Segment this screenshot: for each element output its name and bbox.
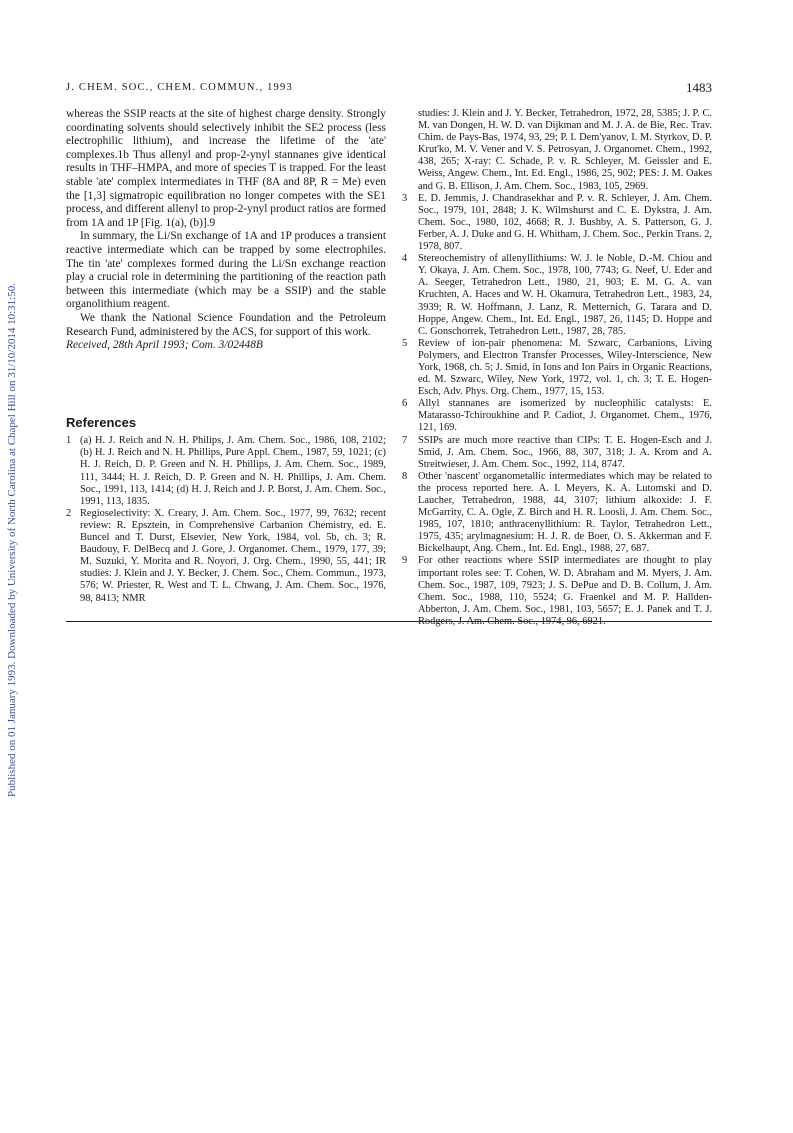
references-list-left bbox=[66, 435, 386, 604]
bottom-rule bbox=[66, 621, 712, 622]
references-heading: References bbox=[66, 414, 137, 430]
reference-number: 7 bbox=[402, 434, 408, 446]
reference-number: 9 bbox=[402, 555, 408, 567]
body-paragraph: In summary, the Li/Sn exchange of 1A and 1P produces a transient reactive intermediate which can be trapped by some electrophiles. The tin 'ate' complexes formed during the Li/Sn exchange reaction play a crucial role in determining the partitioning of the reaction path between this intermediate (which may be a SSIP) and the stable organolithium reagent. bbox=[66, 230, 386, 311]
reference-number: 6 bbox=[402, 398, 408, 410]
reference-text: For other reactions where SSIP intermediates are thought to play important roles see: T. Cohen, W. D. Abraham and M. Myers, J. Am. Chem. Soc., 1987, 109, 7923; J. S. DePue and D. B. Collum, J. Am. Chem. Soc., 1988, 110, 5524; G. Fraenkel and M. P. Hallden-Abberton, J. Am. Chem. Soc., 1981, 103, 5657; E. J. Panek and T. J. Rodgers, J. Am. Chem. Soc., 1974, 96, 6921. bbox=[418, 555, 712, 627]
reference-text: SSIPs are much more reactive than CIPs: T. E. Hogen-Esch and J. Smid, J. Am. Chem. Soc., 1966, 88, 307, 318; J. A. Krom and A. Streitwieser, J. Am. Chem. Soc., 1992, 114, 8747. bbox=[418, 434, 712, 470]
reference-item bbox=[402, 338, 712, 398]
reference-text: Review of ion-pair phenomena: M. Szwarc, Carbanions, Living Polymers, and Electron Transfer Processes, Wiley-Interscience, New York, 1968, ch. 5; J. Smid, in Ions and Ion Pairs in Organic Reactions, ed. M. Szwarc, Wiley, New York, 1972, vol. 1, ch. 3; T. E. Hogen-Esch, Adv. Phys. Org. Chem., 1977, 15, 153. bbox=[418, 337, 712, 398]
reference-item bbox=[402, 555, 712, 628]
right-column bbox=[402, 108, 712, 628]
reference-item bbox=[66, 508, 386, 605]
reference-number: 4 bbox=[402, 253, 408, 265]
reference-number: 1 bbox=[66, 435, 72, 447]
reference-item bbox=[402, 108, 712, 193]
running-header bbox=[66, 80, 712, 100]
references-list-right bbox=[402, 108, 712, 628]
reference-item bbox=[402, 253, 712, 338]
reference-item bbox=[402, 471, 712, 556]
reference-text: Other 'nascent' organometallic intermediates which may be related to the process reported here. A. I. Meyers, K. A. Lutomski and D. Laucher, Tetrahedron, 1988, 44, 3107; lithium alkoxide: J. F. McGarrity, C. A. Ogle, Z. Birch and H. R. Loosli, J. Am. Chem. Soc., 1985, 107, 1810; anthracenyllithium: R. Taylor, Tetrahedron Lett., 1975, 435; arylmagnesium: H. J. R. de Boer, O. S. Akkerman and F. Bickelhaupt, Ang. Chem., Int. Ed. Engl., 1988, 27, 687. bbox=[418, 470, 712, 555]
reference-number: 2 bbox=[66, 507, 72, 519]
reference-text: Regioselectivity: X. Creary, J. Am. Chem. Soc., 1977, 99, 7632; recent review: R. Epsztein, in Comprehensive Carbanion Chemistry, ed. E. Buncel and T. Durst, Elsevier, New York, 1984, vol. 5b, ch. 3; R. Baudouy, F. DelBecq and J. Gore, J. Organomet. Chem., 1979, 177, 39; M. Suzuki, Y. Morita and R. Noyori, J. Org. Chem., 1990, 55, 441; IR studies: J. Klein and J. Y. Becker, J. Chem. Soc., Chem. Commun., 1973, 576; W. Priester, R. West and T. L. Chwang, J. Am. Chem. Soc., 1976, 98, 8413; NMR bbox=[80, 507, 386, 604]
reference-item bbox=[66, 435, 386, 508]
reference-item bbox=[402, 435, 712, 471]
reference-item bbox=[402, 193, 712, 253]
reference-text: (a) H. J. Reich and N. H. Philips, J. Am. Chem. Soc., 1986, 108, 2102; (b) H. J. Reich and N. H. Phillips, Pure Appl. Chem., 1987, 59, 1021; (c) H. J. Reich, D. P. Green and N. H. Phillips, J. Am. Chem. Soc., 1989, 111, 3444; H. J. Reich, D. P. Green and N. H. Phillips, J. Am. Chem. Soc., 1991, 113, 1414; (d) H. J. Reich and J. P. Borst, J. Am. Chem. Soc., 1991, 113, 1835. bbox=[80, 435, 386, 507]
acknowledgement-paragraph: We thank the National Science Foundation and the Petroleum Research Fund, administered by the ACS, for support of this work. bbox=[66, 311, 386, 338]
reference-text: Allyl stannanes are isomerized by nucleophilic catalysts: E. Matarasso-Tchiroukhine and P. Cadiot, J. Organomet. Chem., 1976, 121, 169. bbox=[418, 398, 712, 434]
body-paragraph: whereas the SSIP reacts at the site of highest charge density. Strongly coordinating solvents should selectively inhibit the SE2 process (less electrophilic lithium), and increase the lifetime of the 'ate' complexes.1b Thus allenyl and prop-2-ynyl stannanes give identical results in THF–HMPA, and more of species T is trapped. For the least stable 'ate' complex intermediates in THF (8A and 8P, R = Me) even the [1,3] sigmatropic equilibration no longer competes with the SE1 process, and different allenyl to prop-2-ynyl product ratios are formed from 1A and 1P [Fig. 1(a), (b)].9 bbox=[66, 108, 386, 229]
reference-text: Stereochemistry of allenyllithiums: W. J. le Noble, D.-M. Chiou and Y. Okaya, J. Am. Chem. Soc., 1978, 100, 7743; G. Neef, U. Eder and A. Seeger, Tetrahedron Lett., 1980, 21, 903; E. M. G. A. van Kruchten, A. Haces and W. H. Okamura, Tetrahedron Lett., 1983, 24, 3939; R. W. Hoffmann, J. Lanz, R. Metternich, G. Tarara and D. Hoppe, Angew. Chem., Int. Ed. Engl., 1987, 26, 1145; D. Hoppe and C. Gonschorrek, Tetrahedron Lett., 1987, 28, 785. bbox=[418, 253, 712, 337]
reference-number: 3 bbox=[402, 192, 408, 204]
reference-text: E. D. Jemmis, J. Chandrasekhar and P. v. R. Schleyer, J. Am. Chem. Soc., 1979, 101, 2848; J. K. Wilmshurst and C. E. Dykstra, J. Am. Chem. Soc., 1980, 102, 4668; R. J. Bushby, A. S. Patterson, G. J. Ferber, A. J. Duke and G. H. Whitham, J. Chem. Soc., Perkin Trans. 2, 1978, 807. bbox=[418, 192, 712, 253]
reference-text: studies: J. Klein and J. Y. Becker, Tetrahedron, 1972, 28, 5385; J. P. C. M. van Dongen, H. W. D. van Dijkman and M. J. A. de Bie, Rec. Trav. Chim. de Pays-Bas, 1974, 93, 29; P. I. Dem'yanov, I. M. Styrkov, D. P. Krut'ko, M. V. Vener and V. S. Petrosyan, J. Organomet. Chem., 1992, 438, 265; X-ray: C. Schade, P. v. R. Schleyer, M. Geissler and E. Weiss, Angew. Chem., Int. Ed. Engl., 1986, 25, 902; PES: J. M. Oakes and G. B. Ellison, J. Am. Chem. Soc., 1983, 105, 2969. bbox=[418, 108, 712, 192]
download-notice: Published on 01 January 1993. Downloaded by University of North Carolina at Chapel Hill on 31/10/2014 10:31:50. bbox=[6, 283, 18, 797]
journal-citation: J. CHEM. SOC., CHEM. COMMUN., 1993 bbox=[66, 82, 293, 93]
reference-item bbox=[402, 398, 712, 434]
received-line: Received, 28th April 1993; Com. 3/02448B bbox=[66, 339, 263, 352]
download-notice-strip bbox=[0, 0, 24, 1133]
page-number: 1483 bbox=[686, 80, 712, 95]
reference-number: 5 bbox=[402, 337, 408, 349]
left-column bbox=[66, 108, 386, 605]
reference-number: 8 bbox=[402, 470, 408, 482]
